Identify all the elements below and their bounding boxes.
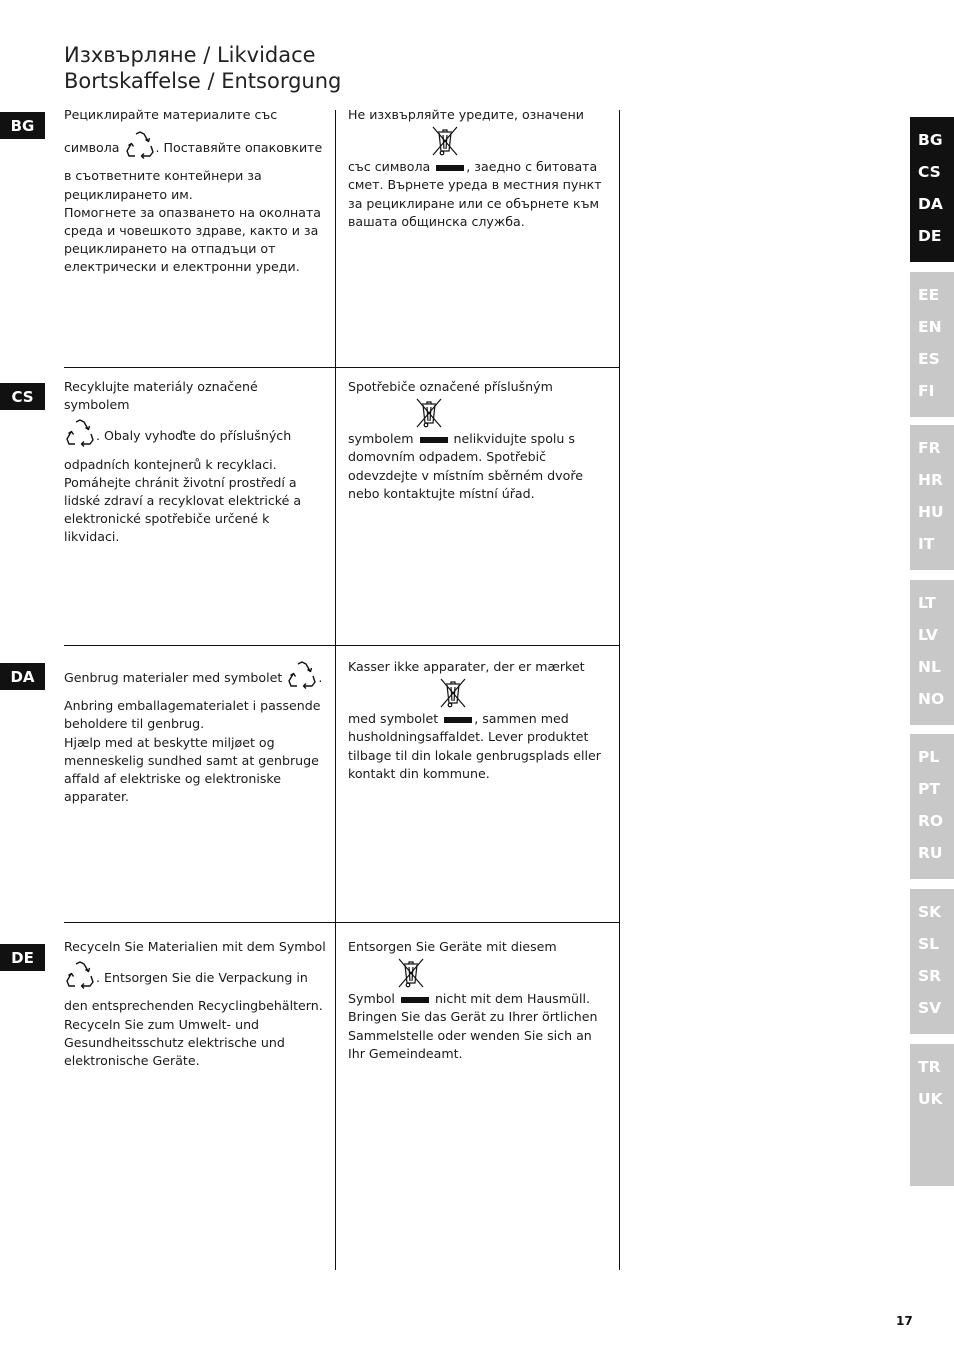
da-recycling-extra: Hjælp med at beskytte miljøet og menneskelig sundhed samt at genbruge affald af elektriske og elektroniske apparater. <box>64 734 319 805</box>
da-disposal-post: , sammen med husholdningsaffaldet. Lever produktet tilbage til din lokale genbrugsplads eller kontakt din kommune. <box>348 711 601 781</box>
bg-recycling-text <box>64 106 326 277</box>
page-title-line-2: Bortskaffelse / Entsorgung <box>64 69 342 93</box>
bg-recycling-extra: Помогнете за опазването на околната среда и човешкото здраве, както и за рециклирането на отпадъци от електрически и електронни уреди. <box>64 204 322 275</box>
row-divider-1 <box>64 367 620 368</box>
row-divider-2 <box>64 645 620 646</box>
recycle-icon <box>286 660 318 697</box>
sidebar-item-fi[interactable]: FI <box>918 382 935 400</box>
da-recycling-pre: Genbrug materialer med symbolet <box>64 670 283 686</box>
column-divider-right <box>619 110 620 1270</box>
bg-disposal-pre: със символа <box>348 159 431 175</box>
sidebar-item-nl[interactable]: NL <box>918 658 941 676</box>
sidebar-group-2 <box>910 272 954 417</box>
sidebar-item-ro[interactable]: RO <box>918 812 944 830</box>
de-disposal-post: nicht mit dem Hausmüll. Bringen Sie das Gerät zu Ihrer örtlichen Sammelstelle oder wenden Sie sich an Ihr Gemeindeamt. <box>348 991 598 1061</box>
bin-underbar-icon <box>401 997 429 1003</box>
lang-tag-de: DE <box>0 944 45 971</box>
sidebar-item-sv[interactable]: SV <box>918 999 942 1017</box>
sidebar-item-sk[interactable]: SK <box>918 903 942 921</box>
da-disposal-line1: Kasser ikke apparater, der er mærket <box>348 659 585 674</box>
da-disposal-pre: med symbolet <box>348 711 439 727</box>
da-disposal-text <box>348 658 610 783</box>
page-title-line-1: Изхвърляне / Likvidace <box>64 43 316 67</box>
sidebar-item-fr[interactable]: FR <box>918 439 941 457</box>
sidebar-item-bg[interactable]: BG <box>918 131 943 149</box>
bin-underbar-icon <box>420 437 448 443</box>
sidebar-item-no[interactable]: NO <box>918 690 945 708</box>
da-recycling-post: . Anbring emballagematerialet i passende beholdere til genbrug. <box>64 670 323 732</box>
bg-recycling-post: . Поставяйте опаковките в съответните контейнери за рециклирането им. <box>64 140 323 202</box>
lang-tag-cs: CS <box>0 383 45 410</box>
sidebar-item-da[interactable]: DA <box>918 195 943 213</box>
sidebar-item-lv[interactable]: LV <box>918 626 938 644</box>
page-title <box>64 42 341 94</box>
de-recycling-text <box>64 938 326 1070</box>
bg-recycling-pre: символа <box>64 140 120 156</box>
sidebar-item-cs[interactable]: CS <box>918 163 941 181</box>
sidebar-group-4 <box>910 580 954 725</box>
sidebar-item-ee[interactable]: EE <box>918 286 940 304</box>
sidebar-item-hu[interactable]: HU <box>918 503 944 521</box>
sidebar-item-pt[interactable]: PT <box>918 780 940 798</box>
de-disposal-text <box>348 938 610 1063</box>
cs-recycling-post: . Obaly vyhoďte do příslušných odpadních kontejnerů k recyklaci. Pomáhejte chránit životní prostředí a lidské zdraví a recyklovat elektrické a elektronické spotřebiče určené k likvidaci. <box>64 428 302 545</box>
sidebar-item-ru[interactable]: RU <box>918 844 943 862</box>
sidebar-group-3 <box>910 425 954 570</box>
bg-recycling-line1: Рециклирайте материалите със <box>64 107 278 122</box>
sidebar-item-it[interactable]: IT <box>918 535 935 553</box>
cs-disposal-pre: symbolem <box>348 431 414 447</box>
sidebar-item-uk[interactable]: UK <box>918 1090 943 1108</box>
sidebar-item-sr[interactable]: SR <box>918 967 942 985</box>
bin-underbar-icon <box>444 717 472 723</box>
bg-disposal-text <box>348 106 610 231</box>
recycle-icon <box>64 418 96 455</box>
sidebar-item-sl[interactable]: SL <box>918 935 940 953</box>
de-disposal-pre: Symbol <box>348 991 395 1007</box>
bg-disposal-post: , заедно с битовата смет. Върнете уреда в местния пункт за рециклиране или се обърнете към вашата общинска служба. <box>348 159 602 229</box>
sidebar-item-pl[interactable]: PL <box>918 748 940 766</box>
cs-disposal-text <box>348 378 610 503</box>
de-recycling-post: . Entsorgen Sie die Verpackung in den entsprechenden Recyclingbehältern. Recyceln Sie zum Umwelt- und Gesundheitsschutz elektrische und elektronische Geräte. <box>64 970 323 1069</box>
sidebar-group-5 <box>910 734 954 879</box>
recycle-icon <box>64 960 96 997</box>
lang-tag-bg: BG <box>0 112 45 139</box>
cs-recycling-text <box>64 378 326 547</box>
de-recycling-line1: Recyceln Sie Materialien mit dem Symbol <box>64 939 326 954</box>
lang-tag-da: DA <box>0 663 45 690</box>
row-divider-3 <box>64 922 620 923</box>
sidebar-item-en[interactable]: EN <box>918 318 942 336</box>
sidebar-item-lt[interactable]: LT <box>918 594 936 612</box>
column-divider-center <box>335 110 336 1270</box>
sidebar-item-tr[interactable]: TR <box>918 1058 941 1076</box>
sidebar-group-6 <box>910 889 954 1034</box>
de-disposal-line1: Entsorgen Sie Geräte mit diesem <box>348 939 557 954</box>
sidebar-item-de[interactable]: DE <box>918 227 942 245</box>
cs-disposal-post: nelikvidujte spolu s domovním odpadem. Spotřebič odevzdejte v místním sběrném dvoře nebo kontaktujte místní úřad. <box>348 431 583 501</box>
sidebar-item-hr[interactable]: HR <box>918 471 943 489</box>
sidebar-group-1 <box>910 117 954 262</box>
sidebar-group-7 <box>910 1044 954 1186</box>
cs-disposal-line1: Spotřebiče označené příslušným <box>348 379 553 394</box>
bin-underbar-icon <box>436 165 464 171</box>
cs-recycling-line1: Recyklujte materiály označené symbolem <box>64 379 258 413</box>
sidebar-item-es[interactable]: ES <box>918 350 940 368</box>
recycle-icon <box>124 130 156 167</box>
da-recycling-text <box>64 660 326 806</box>
page-number: 17 <box>896 1314 913 1328</box>
bg-disposal-line1: Не изхвърляйте уредите, означени <box>348 107 584 122</box>
